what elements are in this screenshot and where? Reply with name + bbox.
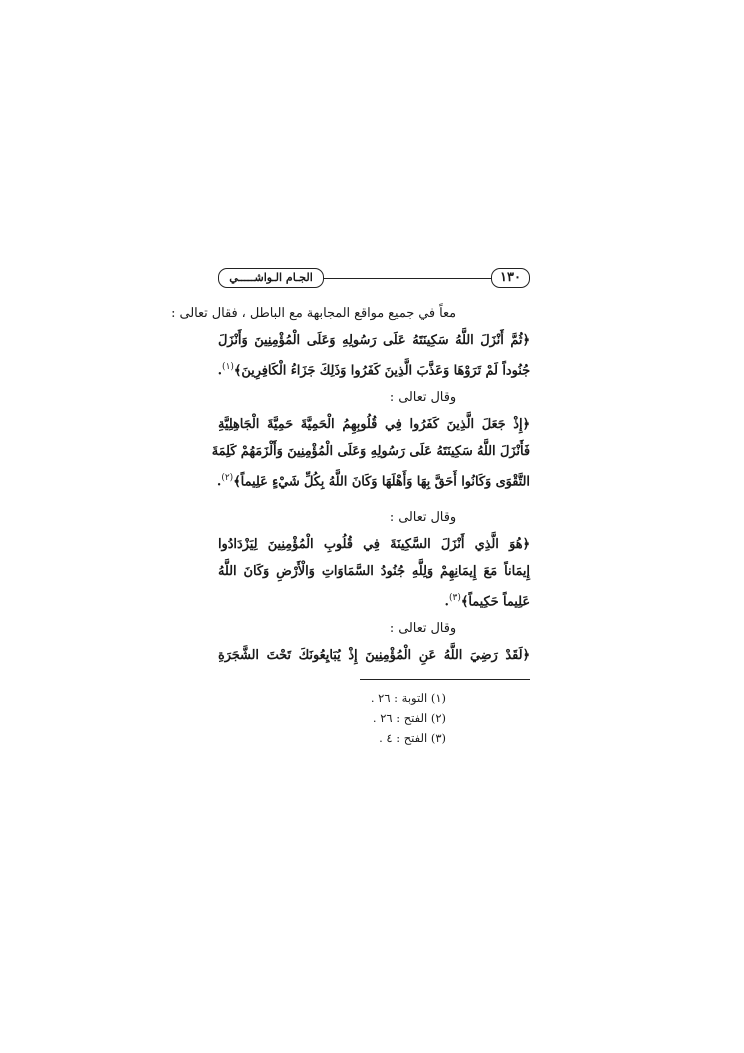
running-header <box>218 268 530 290</box>
footnote-rule <box>360 679 530 680</box>
verse-line: إِيمَاناً مَعَ إِيمَانِهِمْ وَلِلَّهِ جُنُودُ السَّمَاوَاتِ وَالْأَرْضِ وَكَانَ اللَّهُ <box>218 563 530 579</box>
book-title: الجـام الـواشـــــي <box>218 268 324 288</box>
verse-line: ﴿هُوَ الَّذِي أَنْزَلَ السَّكِينَةَ فِي قُلُوبِ الْمُؤْمِنِينَ لِيَزْدَادُوا <box>218 536 530 552</box>
page-number: ١٣٠ <box>491 268 530 288</box>
verse-line-end: التَّقْوَى وَكَانُوا أَحَقَّ بِهَا وَأَهْلَهَا وَكَانَ اللَّهُ بِكُلِّ شَيْءٍ عَلِيماً﴾$^{(٢)}$. <box>216 473 530 490</box>
footnote: (٣) الفتح : ٤ . <box>379 730 446 745</box>
footnote: (٢) الفتح : ٢٦ . <box>372 710 446 725</box>
footnote-marker: (٢) <box>221 473 234 484</box>
verse-line-end: جُنُوداً لَمْ تَرَوْهَا وَعَذَّبَ الَّذِينَ كَفَرُوا وَذَلِكَ جَزَاءُ الْكَافِرِينَ﴾$^{(١)}$. <box>217 362 530 379</box>
verse-line: ﴿إِذْ جَعَلَ الَّذِينَ كَفَرُوا فِي قُلُوبِهِمُ الْحَمِيَّةَ حَمِيَّةَ الْجَاهِلِيَّةِ <box>218 417 530 433</box>
verse-intro: وقال تعالى : <box>389 620 456 636</box>
intro-line: معاً في جميع مواقع المجابهة مع الباطل ، فقال تعالى : <box>171 306 456 321</box>
verse-line: ﴿لَقَدْ رَضِيَ اللَّهُ عَنِ الْمُؤْمِنِينَ إِذْ يُبَايِعُونَكَ تَحْتَ الشَّجَرَةِ <box>218 647 530 663</box>
footnote-marker: (٣) <box>449 592 461 603</box>
main-text <box>171 300 530 669</box>
verse-line-end: عَلِيماً حَكِيماً﴾$^{(٣)}$. <box>444 592 530 609</box>
verse-line: ﴿ثُمَّ أَنْزَلَ اللَّهُ سَكِينَتَهُ عَلَى رَسُولِهِ وَعَلَى الْمُؤْمِنِينَ وَأَنْزَلَ <box>218 333 530 348</box>
verse-intro: وقال تعالى : <box>389 509 456 525</box>
book-page <box>171 268 530 748</box>
verse-line: فَأَنْزَلَ اللَّهُ سَكِينَتَهُ عَلَى رَسُولِهِ وَعَلَى الْمُؤْمِنِينَ وَأَلْزَمَهُمْ كَلِمَةَ <box>211 444 530 460</box>
footnotes <box>218 688 530 748</box>
verse-intro: وقال تعالى : <box>389 390 456 406</box>
footnote: (١) التوبة : ٢٦ . <box>370 690 446 705</box>
footnote-marker: (١) <box>222 362 234 372</box>
